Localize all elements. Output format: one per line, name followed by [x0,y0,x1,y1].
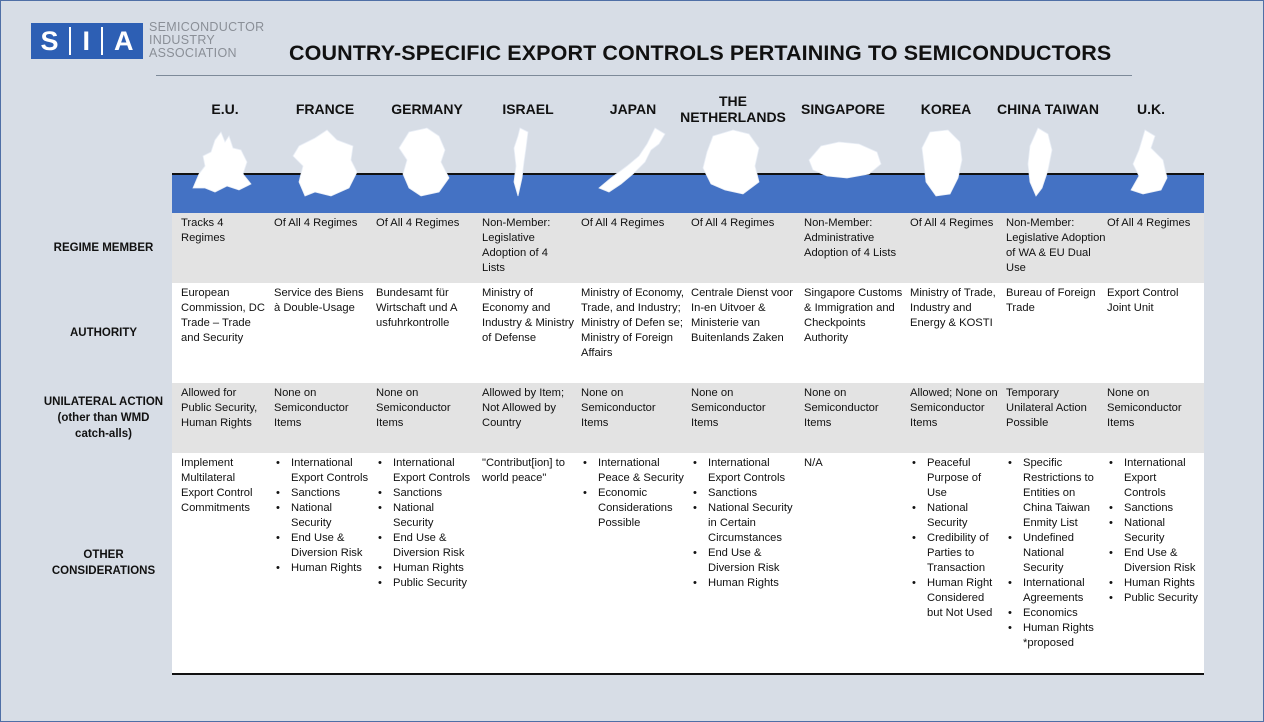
list-item: • International Export Controls [376,456,476,486]
list-item: • End Use & Diversion Risk [274,531,372,561]
country-header: THE NETHERLANDS [680,93,786,125]
list-item: • National Security in Certain Circumstances [691,501,796,546]
logo-line-3: ASSOCIATION [149,46,237,60]
list-item: • Sanctions [274,486,372,501]
list-item: • International Export Controls [274,456,372,486]
list-item: • Peaceful Purpose of Use [910,456,1000,501]
row-label-regime: REGIME MEMBER [53,242,154,254]
country-header: U.K. [1137,101,1165,117]
list-item: • International Agreements [1006,576,1106,606]
table-cell [1107,453,1199,606]
table-cell [910,453,1000,621]
table-cell: European Commission, DC Trade – Trade and Security [181,287,265,344]
list-item: • International Export Controls [691,456,796,486]
table-row-regime [172,213,1204,283]
country-map-icon [593,125,673,203]
table-cell: Centrale Dienst voor In-en Uitvoer & Ministerie van Buitenlands Zaken [691,287,793,344]
bullet-list [1006,456,1106,651]
table-cell: Of All 4 Regimes [274,217,358,229]
bullet-list [581,456,685,531]
table-cell: None on Semiconductor Items [581,387,656,429]
list-item: • Public Security [376,576,476,591]
logo-line-2: INDUSTRY [149,33,216,47]
list-item: • Economics [1006,606,1106,621]
logo-letter-i: I [82,25,90,56]
list-item: • International Peace & Security [581,456,685,486]
table-cell: N/A [804,457,823,469]
table-cell [376,453,476,591]
list-item: • Sanctions [691,486,796,501]
list-item: • Public Security [1107,591,1199,606]
country-map-icon [906,125,986,203]
table-bottom-rule [172,673,1204,675]
table-row-authority [172,283,1204,383]
table-cell: Non-Member: Administrative Adoption of 4 Lists [804,217,897,259]
table-cell: None on Semiconductor Items [376,387,451,429]
table-cell [274,453,372,576]
logo-mark [31,23,143,59]
row-label-other: OTHER CONSIDERATIONS [51,549,156,577]
country-header: ISRAEL [502,101,554,117]
country-header: KOREA [920,101,972,117]
table-cell: Implement Multilateral Export Control Commitments [181,457,253,514]
table-cell: Service des Biens à Double-Usage [274,287,364,314]
list-item: • Human Rights [376,561,476,576]
country-header: E.U. [211,101,239,117]
table-cell: Allowed; None on Semiconductor Items [910,387,998,429]
logo-line-1: SEMICONDUCTOR [149,20,265,34]
list-item: • End Use & Diversion Risk [376,531,476,561]
country-map-icon [803,125,883,203]
bullet-list [1107,456,1199,606]
table-cell: Of All 4 Regimes [1107,217,1191,229]
table-cell: Singapore Customs & Immigration and Checkpoints Authority [804,287,903,344]
list-item: • Human Rights *proposed [1006,621,1106,651]
sia-logo [31,20,265,60]
list-item: • National Security [274,501,372,531]
table-cell: Non-Member: Legislative Adoption of 4 Lists [482,217,551,274]
logo-letter-s: S [40,25,59,56]
bullet-list [376,456,476,591]
title-divider [156,75,1132,76]
table-cell: Ministry of Economy, Trade, and Industry; Ministry of Defen se; Ministry of Foreign Affairs [581,287,684,359]
country-map-icon [285,125,365,203]
bullet-list [274,456,372,576]
table-cell: Bundesamt für Wirtschaft und A usfuhrkontrolle [376,287,457,329]
table-cell: Of All 4 Regimes [581,217,665,229]
table-cell: Tracks 4 Regimes [181,217,226,244]
table-cell: Ministry of Economy and Industry & Ministry of Defense [482,287,575,344]
table-cell: Bureau of Foreign Trade [1006,287,1096,314]
bullet-list [910,456,1000,621]
country-map-icon [1008,125,1088,203]
country-map-icon [1111,125,1191,203]
row-label-authority: AUTHORITY [69,327,138,339]
country-header: FRANCE [295,101,355,117]
table-row-unilateral [172,383,1204,453]
table-cell: Export Control Joint Unit [1107,287,1179,314]
page-title: COUNTRY-SPECIFIC EXPORT CONTROLS PERTAINING TO SEMICONDUCTORS [289,41,1112,65]
list-item: • Human Rights [1107,576,1199,591]
table-cell: Temporary Unilateral Action Possible [1006,387,1087,429]
country-map-icon [387,125,467,203]
list-item: • Sanctions [376,486,476,501]
table-cell: Ministry of Trade, Industry and Energy & KOSTI [910,287,996,329]
table-cell: Allowed by Item; Not Allowed by Country [482,387,565,429]
list-item: • National Security [1107,516,1199,546]
list-item: • Sanctions [1107,501,1199,516]
table-cell: None on Semiconductor Items [1107,387,1182,429]
list-item: • Human Rights [274,561,372,576]
table-cell: None on Semiconductor Items [691,387,766,429]
table-cell: Of All 4 Regimes [910,217,994,229]
logo-wordmark [149,21,264,60]
list-item: • Human Rights [691,576,796,591]
bullet-list [691,456,796,591]
list-item: • Human Right Considered but Not Used [910,576,1000,621]
table-cell: None on Semiconductor Items [274,387,349,429]
list-item: • Economic Considerations Possible [581,486,685,531]
country-header: JAPAN [609,101,657,117]
country-map-icon [488,125,568,203]
table-cell: None on Semiconductor Items [804,387,879,429]
table-cell: Of All 4 Regimes [691,217,775,229]
table-cell: Allowed for Public Security, Human Rights [181,387,258,429]
table-cell: Non-Member: Legislative Adoption of WA & EU Dual Use [1006,217,1106,274]
list-item: • Undefined National Security [1006,531,1106,576]
list-item: • Specific Restrictions to Entities on China Taiwan Enmity List [1006,456,1106,531]
list-item: • End Use & Diversion Risk [1107,546,1199,576]
logo-letter-a: A [113,25,134,56]
country-header: CHINA TAIWAN [997,101,1099,117]
country-header: SINGAPORE [800,101,885,117]
table-cell: Of All 4 Regimes [376,217,460,229]
row-label-unilateral: UNILATERAL ACTION (other than WMD catch-alls) [43,396,164,440]
list-item: • Credibility of Parties to Transaction [910,531,1000,576]
list-item: • National Security [910,501,1000,531]
country-map-icon [185,125,265,203]
country-header: GERMANY [391,101,463,117]
table-cell: "Contribut[ion] to world peace" [482,457,565,484]
list-item: • International Export Controls [1107,456,1199,501]
table-row-other [172,453,1204,673]
list-item: • National Security [376,501,476,531]
table-cell [691,453,796,591]
country-map-icon [693,125,773,203]
export-controls-table [172,213,1204,673]
table-cell [581,453,685,531]
list-item: • End Use & Diversion Risk [691,546,796,576]
table-cell [1006,453,1106,651]
